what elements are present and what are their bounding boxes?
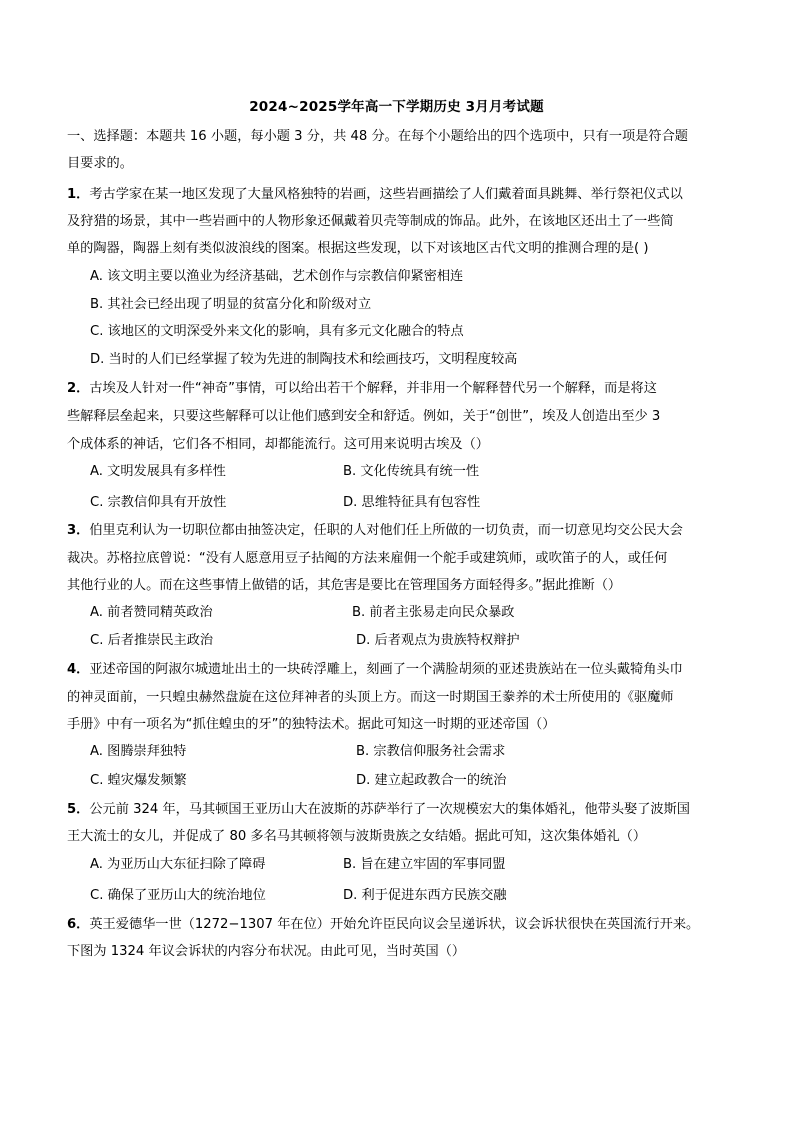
question-3-line-3: 其他行业的人。而在这些事情上做错的话，其危害是要比在管理国务方面轻得多。”据此推断（） bbox=[67, 578, 622, 593]
section-heading-line-2: 目要求的。 bbox=[67, 156, 133, 171]
section-heading-line-1: 一、选择题：本题共 16 小题，每小题 3 分，共 48 分。在每个小题给出的四个选项中，只有一项是符合题 bbox=[67, 129, 688, 144]
question-number: 6． bbox=[67, 917, 90, 932]
question-3-option-b: B. 前者主张易走向民众暴政 bbox=[352, 605, 515, 620]
question-2-option-b: B. 文化传统具有统一性 bbox=[343, 464, 480, 479]
question-1-option-b: B. 其社会已经出现了明显的贫富分化和阶级对立 bbox=[90, 297, 372, 312]
question-2-line-3: 个成体系的神话，它们各不相同，却都能流行。这可用来说明古埃及（） bbox=[67, 437, 489, 452]
question-1-option-a: A. 该文明主要以渔业为经济基础，艺术创作与宗教信仰紧密相连 bbox=[90, 269, 464, 284]
question-1-line-3: 单的陶器，陶器上刻有类似波浪线的图案。根据这些发现，以下对该地区古代文明的推测合理的是( ) bbox=[67, 241, 649, 256]
question-2-option-d: D. 思维特征具有包容性 bbox=[343, 495, 481, 510]
question-4-line-3: 手册》中有一项名为“抓住蝗虫的牙”的独特法术。据此可知这一时期的亚述帝国（） bbox=[67, 717, 556, 732]
question-2-line-2: 些解释层垒起来，只要这些解释可以让他们感到安全和舒适。例如，关于“创世”，埃及人创造出至少 3 bbox=[67, 409, 661, 424]
question-number: 1． bbox=[67, 187, 90, 202]
question-2-option-c: C. 宗教信仰具有开放性 bbox=[90, 495, 227, 510]
question-5-option-b: B. 旨在建立牢固的军事同盟 bbox=[343, 857, 506, 872]
question-1-line-2: 及狩猎的场景，其中一些岩画中的人物形象还佩戴着贝壳等制成的饰品。此外，在该地区还出土了一些简 bbox=[67, 214, 674, 229]
question-1-option-c: C. 该地区的文明深受外来文化的影响，具有多元文化融合的特点 bbox=[90, 324, 464, 339]
question-text: 考古学家在某一地区发现了大量风格独特的岩画，这些岩画描绘了人们戴着面具跳舞、举行祭祀仪式以 bbox=[89, 187, 683, 202]
question-2-option-a: A. 文明发展具有多样性 bbox=[90, 464, 226, 479]
question-3-line-2: 裁决。苏格拉底曾说：“没有人愿意用豆子拈阄的方法来雇佣一个舵手或建筑师，或吹笛子的人，或任何 bbox=[67, 551, 668, 566]
question-3-option-c: C. 后者推崇民主政治 bbox=[90, 633, 214, 648]
question-number: 4． bbox=[67, 662, 90, 677]
question-4-option-a: A. 图腾崇拜独特 bbox=[90, 744, 187, 759]
question-5-option-a: A. 为亚历山大东征扫除了障碍 bbox=[90, 857, 266, 872]
question-1-line-1 bbox=[67, 186, 683, 204]
question-text: 古埃及人针对一件“神奇”事情，可以给出若干个解释，并非用一个解释替代另一个解释，而是将这 bbox=[89, 381, 657, 396]
question-3-line-1 bbox=[67, 522, 683, 540]
question-5-option-d: D. 利于促进东西方民族交融 bbox=[343, 888, 507, 903]
question-3-option-d: D. 后者观点为贵族特权辩护 bbox=[356, 633, 520, 648]
question-3-option-a: A. 前者赞同精英政治 bbox=[90, 605, 213, 620]
question-5-line-2: 王大流士的女儿，并促成了 80 多名马其顿将领与波斯贵族之女结婚。据此可知，这次集体婚礼（） bbox=[67, 829, 647, 844]
question-5-line-1 bbox=[67, 801, 690, 819]
question-text: 公元前 324 年，马其顿国王亚历山大在波斯的苏萨举行了一次规模宏大的集体婚礼，他带头娶了波斯国 bbox=[89, 802, 690, 817]
page-title: 2024~2025学年高一下学期历史 3月月考试题 bbox=[249, 99, 544, 115]
question-4-line-2: 的神灵面前，一只蝗虫赫然盘旋在这位拜神者的头顶上方。而这一时期国王豢养的术士所使用的《驱魔师 bbox=[67, 690, 674, 705]
question-5-option-c: C. 确保了亚历山大的统治地位 bbox=[90, 888, 266, 903]
question-6-line-2: 下图为 1324 年议会诉状的内容分布状况。由此可见，当时英国（） bbox=[67, 944, 466, 959]
question-4-option-c: C. 蝗灾爆发频繁 bbox=[90, 773, 187, 788]
question-number: 2． bbox=[67, 381, 90, 396]
question-4-line-1 bbox=[67, 661, 683, 679]
question-text: 伯里克利认为一切职位都由抽签决定，任职的人对他们任上所做的一切负责，而一切意见均交公民大会 bbox=[89, 523, 683, 538]
question-6-line-1 bbox=[67, 916, 699, 934]
question-number: 5． bbox=[67, 802, 90, 817]
question-text: 英王爱德华一世（1272−1307 年在位）开始允许臣民向议会呈递诉状，议会诉状很快在英国流行开来。 bbox=[89, 917, 700, 932]
question-4-option-d: D. 建立起政教合一的统治 bbox=[356, 773, 507, 788]
question-4-option-b: B. 宗教信仰服务社会需求 bbox=[356, 744, 506, 759]
question-text: 亚述帝国的阿淑尔城遗址出土的一块砖浮雕上，刻画了一个满脸胡须的亚述贵族站在一位头戴犄角头巾 bbox=[89, 662, 683, 677]
question-2-line-1 bbox=[67, 380, 657, 398]
question-number: 3． bbox=[67, 523, 90, 538]
question-1-option-d: D. 当时的人们已经掌握了较为先进的制陶技术和绘画技巧，文明程度较高 bbox=[90, 352, 518, 367]
